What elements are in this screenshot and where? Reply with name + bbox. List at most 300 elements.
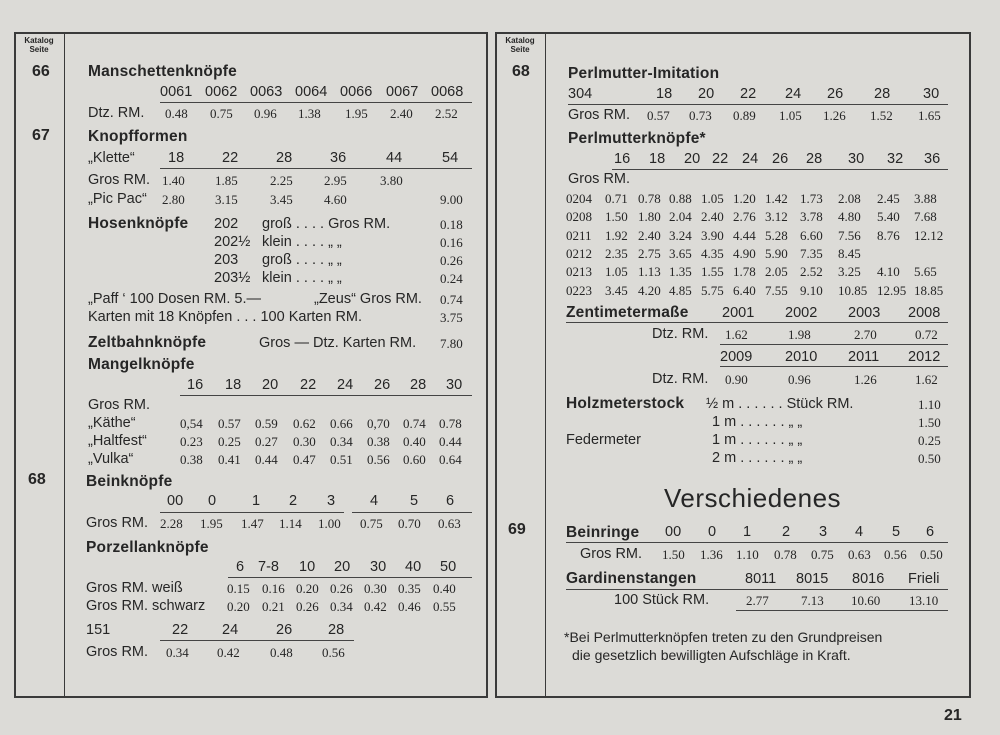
col-header: 36 xyxy=(330,150,347,166)
section-title: Manschettenknöpfe xyxy=(88,63,237,80)
unit-label: Gros RM. xyxy=(88,397,151,413)
price: 0.50 xyxy=(920,547,943,562)
price: 0.74 xyxy=(403,416,426,431)
item-desc: ½ m . . . . . . Stück RM. xyxy=(706,396,854,412)
price: 0.40 xyxy=(403,434,426,449)
col-header: 6 xyxy=(236,559,245,575)
price: 1.47 xyxy=(241,516,264,531)
price: 0.56 xyxy=(322,645,345,660)
price: 0.35 xyxy=(398,581,421,596)
price: 0.24 xyxy=(440,271,463,286)
price: 0.26 xyxy=(330,581,353,596)
col-header: 10 xyxy=(299,559,316,575)
price: 8.45 xyxy=(838,246,861,261)
price: 0,70 xyxy=(367,416,390,431)
price: 0.47 xyxy=(293,452,316,467)
rule xyxy=(160,512,344,513)
col-header: 28 xyxy=(276,150,293,166)
catalog-page-number: 68 xyxy=(28,471,46,488)
col-header: 40 xyxy=(405,559,422,575)
price: 3.88 xyxy=(914,191,937,206)
price: 1.62 xyxy=(915,372,938,387)
price: 0.75 xyxy=(360,516,383,531)
price: 2.40 xyxy=(701,209,724,224)
price: 4.80 xyxy=(838,209,861,224)
row-label: Dtz. RM. xyxy=(652,326,709,342)
col-header: 0063 xyxy=(250,84,283,100)
col-header: 6 xyxy=(926,524,935,540)
price: 5.40 xyxy=(877,209,900,224)
price: 2.08 xyxy=(838,191,861,206)
price: 0.62 xyxy=(293,416,316,431)
price: 1.26 xyxy=(854,372,877,387)
col-header: 5 xyxy=(892,524,901,540)
section-title: Zeltbahnknöpfe xyxy=(88,334,207,351)
price: 0.66 xyxy=(330,416,353,431)
col-header: 18 xyxy=(168,150,185,166)
price: 2.75 xyxy=(638,246,661,261)
col-header: 50 xyxy=(440,559,457,575)
row-label: Gros RM. xyxy=(88,172,151,188)
rule xyxy=(352,512,472,513)
row-label: Gros RM. weiß xyxy=(86,580,183,596)
col-header: 24 xyxy=(337,377,354,393)
row-label: 100 Stück RM. xyxy=(614,592,710,608)
rule xyxy=(160,640,354,641)
price: 1.40 xyxy=(162,173,185,188)
col-header: 2011 xyxy=(848,349,880,365)
katalog-seite-label-right: Katalog Seite xyxy=(505,36,535,54)
col-header: 0064 xyxy=(295,84,328,100)
row-id: 0223 xyxy=(566,283,592,298)
col-header: 44 xyxy=(386,150,403,166)
col-header: 2010 xyxy=(785,349,818,365)
price: 0.41 xyxy=(218,452,241,467)
price: 1.73 xyxy=(800,191,823,206)
rule xyxy=(720,344,948,345)
col-header: 4 xyxy=(370,493,379,509)
right-catalog-divider xyxy=(545,32,546,698)
price: 0.30 xyxy=(293,434,316,449)
price: 1.42 xyxy=(765,191,788,206)
row-label: Gros RM. schwarz xyxy=(86,598,206,614)
price: 1.50 xyxy=(662,547,685,562)
price: 1.52 xyxy=(870,108,893,123)
item-number: 203 xyxy=(214,252,239,268)
col-header: 0062 xyxy=(205,84,238,100)
section-title: Holzmeterstock xyxy=(566,395,685,412)
price: 0.50 xyxy=(918,451,941,466)
col-header: 30 xyxy=(446,377,463,393)
item-desc: 1 m . . . . . . „ „ xyxy=(712,432,803,448)
col-header: 16 xyxy=(187,377,204,393)
price: 3.45 xyxy=(605,283,628,298)
price: 0.16 xyxy=(440,235,463,250)
price: 1.38 xyxy=(298,106,321,121)
price: 1.55 xyxy=(701,264,724,279)
price: 0.25 xyxy=(918,433,941,448)
price: 7.68 xyxy=(914,209,937,224)
price: 0.30 xyxy=(364,581,387,596)
price: 0.90 xyxy=(725,372,748,387)
col-header: 24 xyxy=(742,151,759,167)
item-number: 203½ xyxy=(214,270,251,286)
federmeter-label: Federmeter xyxy=(566,432,641,448)
rule xyxy=(180,395,472,396)
price: 0.15 xyxy=(227,581,250,596)
col-header: 28 xyxy=(874,86,891,102)
row-id: 0208 xyxy=(566,209,592,224)
price: 18.85 xyxy=(914,283,944,298)
price: 6.40 xyxy=(733,283,756,298)
col-header: 3 xyxy=(819,524,828,540)
row-label: „Haltfest“ xyxy=(88,433,147,449)
row-id: 0213 xyxy=(566,264,592,279)
rule xyxy=(228,577,472,578)
col-header: 20 xyxy=(262,377,279,393)
price: 4.10 xyxy=(877,264,900,279)
price: 4.90 xyxy=(733,246,756,261)
col-header: 16 xyxy=(614,151,631,167)
unit-label: Gros RM. xyxy=(568,171,631,187)
section-title: Mangelknöpfe xyxy=(88,356,195,373)
section-heading: Verschiedenes xyxy=(664,483,842,513)
price: 0.34 xyxy=(166,645,189,660)
paff-text: „Paff ‘ 100 Dosen RM. 5.— xyxy=(88,291,262,307)
left-catalog-divider xyxy=(64,32,65,698)
price: 2.40 xyxy=(390,106,413,121)
price: 5.65 xyxy=(914,264,937,279)
price: 2.25 xyxy=(270,173,293,188)
row-label: Gros RM. xyxy=(86,644,149,660)
price: 4.35 xyxy=(701,246,724,261)
price: 1.05 xyxy=(701,191,724,206)
price: 1.26 xyxy=(823,108,846,123)
karten-text: Karten mit 18 Knöpfen . . . 100 Karten RM. xyxy=(88,309,363,325)
catalog-page-number: 68 xyxy=(512,63,530,80)
col-header: 0066 xyxy=(340,84,373,100)
price: 0.75 xyxy=(811,547,834,562)
price: 0.40 xyxy=(433,581,456,596)
price: 1.78 xyxy=(733,264,756,279)
price: 0.57 xyxy=(218,416,241,431)
price: 0.38 xyxy=(367,434,390,449)
price: 0.38 xyxy=(180,452,203,467)
price: 3.78 xyxy=(800,209,823,224)
price: 7.56 xyxy=(838,228,861,243)
rule xyxy=(566,322,948,323)
price: 1.10 xyxy=(736,547,759,562)
col-header: 30 xyxy=(923,86,940,102)
price: 1.92 xyxy=(605,228,628,243)
katalog-seite-label-left: Katalog Seite xyxy=(24,36,54,54)
col-header: 24 xyxy=(222,622,239,638)
price: 1.20 xyxy=(733,191,756,206)
col-header: 22 xyxy=(172,622,189,638)
section-title: Beinknöpfe xyxy=(86,473,173,490)
col-header: 28 xyxy=(806,151,823,167)
row-label: Dtz. RM. xyxy=(88,105,145,121)
col-header: 0067 xyxy=(386,84,419,100)
col-header: 18 xyxy=(225,377,242,393)
col-header: 20 xyxy=(684,151,701,167)
price: 1.14 xyxy=(279,516,302,531)
item-desc: groß . . . . „ „ xyxy=(262,252,342,268)
price: 0.44 xyxy=(439,434,462,449)
col-header: 00 xyxy=(167,493,184,509)
price: 0.73 xyxy=(689,108,712,123)
price: 4.85 xyxy=(669,283,692,298)
col-header: 20 xyxy=(698,86,715,102)
price: 3.25 xyxy=(838,264,861,279)
price: 0.34 xyxy=(330,434,353,449)
price: 0.75 xyxy=(210,106,233,121)
section-title: Perlmutterknöpfe* xyxy=(568,130,706,147)
price: 1.00 xyxy=(318,516,341,531)
price: 2.52 xyxy=(800,264,823,279)
col-header: 24 xyxy=(785,86,802,102)
price: 2.95 xyxy=(324,173,347,188)
price: 0.59 xyxy=(255,416,278,431)
item-number: 202½ xyxy=(214,234,251,250)
price: 1.98 xyxy=(788,327,811,342)
rule xyxy=(160,168,472,169)
price: 0.63 xyxy=(848,547,871,562)
price: 1.05 xyxy=(779,108,802,123)
row-label: Gros RM. xyxy=(86,515,149,531)
col-header: 0068 xyxy=(431,84,464,100)
price: 2.80 xyxy=(162,192,185,207)
price: 4.44 xyxy=(733,228,756,243)
col-header: 18 xyxy=(649,151,666,167)
item-number: 202 xyxy=(214,216,239,232)
price: 0.21 xyxy=(262,599,285,614)
col-header: Frieli xyxy=(908,571,940,587)
price: 1.35 xyxy=(669,264,692,279)
price: 0.71 xyxy=(605,191,628,206)
col-header: 30 xyxy=(370,559,387,575)
price: 0.23 xyxy=(180,434,203,449)
price: 2.04 xyxy=(669,209,692,224)
price: 5.28 xyxy=(765,228,788,243)
price: 0.96 xyxy=(788,372,811,387)
rule xyxy=(612,169,948,170)
section-title: Hosenknöpfe xyxy=(88,215,189,232)
price: 3.45 xyxy=(270,192,293,207)
item-desc: klein . . . . „ „ xyxy=(262,270,342,286)
catalog-page-number: 69 xyxy=(508,521,526,538)
price: 1.80 xyxy=(638,209,661,224)
item-desc: Gros — Dtz. Karten RM. xyxy=(259,335,417,351)
price: 2.05 xyxy=(765,264,788,279)
col-header: 2 xyxy=(782,524,791,540)
price: 0.63 xyxy=(438,516,461,531)
col-header: 22 xyxy=(740,86,757,102)
price: 7.55 xyxy=(765,283,788,298)
price: 1.50 xyxy=(918,415,941,430)
col-header: 3 xyxy=(327,493,336,509)
price: 7.35 xyxy=(800,246,823,261)
col-header: 5 xyxy=(410,493,419,509)
price: 5.75 xyxy=(701,283,724,298)
price: 13.10 xyxy=(909,593,939,608)
price: 0.56 xyxy=(884,547,907,562)
col-header: 6 xyxy=(446,493,455,509)
price: 1.36 xyxy=(700,547,723,562)
col-header: 2008 xyxy=(908,305,941,321)
price: 0.16 xyxy=(262,581,285,596)
price: 3.12 xyxy=(765,209,788,224)
item-desc: 1 m . . . . . . „ „ xyxy=(712,414,803,430)
row-label: „Käthe“ xyxy=(88,415,136,431)
price: 1.10 xyxy=(918,397,941,412)
price: 0.27 xyxy=(255,434,278,449)
section-title: Porzellanknöpfe xyxy=(86,539,209,556)
col-header: 8011 xyxy=(745,571,777,587)
col-header: 28 xyxy=(410,377,427,393)
price: 0.51 xyxy=(330,452,353,467)
price: 2.76 xyxy=(733,209,756,224)
price: 0.42 xyxy=(364,599,387,614)
col-header: 0 xyxy=(708,524,717,540)
section-title: Knopfformen xyxy=(88,128,188,145)
footnote: die gesetzlich bewilligten Aufschläge in Kraft. xyxy=(572,647,851,663)
rule xyxy=(720,366,948,367)
price: 7.13 xyxy=(801,593,824,608)
price: 0.48 xyxy=(165,106,188,121)
price: 0.26 xyxy=(296,599,319,614)
price: 3.65 xyxy=(669,246,692,261)
right-column-frame xyxy=(495,32,971,698)
col-header: 22 xyxy=(712,151,729,167)
col-header: 22 xyxy=(300,377,317,393)
rule xyxy=(566,589,948,590)
price: 2.45 xyxy=(877,191,900,206)
price: 0.56 xyxy=(367,452,390,467)
col-header: 20 xyxy=(334,559,351,575)
price: 5.90 xyxy=(765,246,788,261)
rule xyxy=(160,102,472,103)
row-label: Gros RM. xyxy=(568,107,631,123)
row-id: 0211 xyxy=(566,228,592,243)
price: 1.62 xyxy=(725,327,748,342)
price: 1.50 xyxy=(605,209,628,224)
price: 2.52 xyxy=(435,106,458,121)
col-header: 151 xyxy=(86,622,111,638)
price: 0.78 xyxy=(638,191,661,206)
catalog-page-number: 66 xyxy=(32,63,50,80)
price: 0.25 xyxy=(218,434,241,449)
row-id: 0204 xyxy=(566,191,592,206)
price: 0.72 xyxy=(915,327,938,342)
row-label: „Klette“ xyxy=(88,150,135,166)
col-header: 22 xyxy=(222,150,239,166)
price: 1.65 xyxy=(918,108,941,123)
item-desc: klein . . . . „ „ xyxy=(262,234,342,250)
col-header: 0061 xyxy=(160,84,193,100)
row-id: 0212 xyxy=(566,246,592,261)
row-label: „Pic Pac“ xyxy=(88,191,147,207)
price: 0.20 xyxy=(296,581,319,596)
price: 2.40 xyxy=(638,228,661,243)
price: 1.05 xyxy=(605,264,628,279)
price: 1.95 xyxy=(200,516,223,531)
price: 1.13 xyxy=(638,264,661,279)
price: 0.70 xyxy=(398,516,421,531)
price: 0.34 xyxy=(330,599,353,614)
rule xyxy=(568,104,948,105)
price: 12.95 xyxy=(877,283,907,298)
col-header: 54 xyxy=(442,150,459,166)
price: 0.74 xyxy=(440,292,463,307)
price: 0.88 xyxy=(669,191,692,206)
price: 7.80 xyxy=(440,336,463,351)
price: 9.10 xyxy=(800,283,823,298)
row-label: Dtz. RM. xyxy=(652,371,709,387)
col-header: 2009 xyxy=(720,349,753,365)
price: 3.75 xyxy=(440,310,463,325)
footnote: *Bei Perlmutterknöpfen treten zu den Grundpreisen xyxy=(564,629,883,645)
price: 0.48 xyxy=(270,645,293,660)
price: 3.15 xyxy=(215,192,238,207)
section-title: Gardinenstangen xyxy=(566,570,697,587)
col-header: 8015 xyxy=(796,571,829,587)
price: 3.90 xyxy=(701,228,724,243)
price: 0.57 xyxy=(647,108,670,123)
item-desc: 2 m . . . . . . „ „ xyxy=(712,450,803,466)
price: 0.18 xyxy=(440,217,463,232)
price: 1.85 xyxy=(215,173,238,188)
price: 10.60 xyxy=(851,593,881,608)
price: 0.60 xyxy=(403,452,426,467)
col-header: 26 xyxy=(276,622,293,638)
section-title: Zentimetermaße xyxy=(566,304,689,321)
col-header: 2 xyxy=(289,493,298,509)
col-header: 2003 xyxy=(848,305,881,321)
col-header: 28 xyxy=(328,622,345,638)
rule xyxy=(736,610,948,611)
col-header: 36 xyxy=(924,151,941,167)
row-label: Gros RM. xyxy=(580,546,643,562)
price: 0.96 xyxy=(254,106,277,121)
price: 0.78 xyxy=(439,416,462,431)
price: 0.64 xyxy=(439,452,462,467)
price: 2.70 xyxy=(854,327,877,342)
price: 0.26 xyxy=(440,253,463,268)
col-header: 00 xyxy=(665,524,682,540)
price: 0.42 xyxy=(217,645,240,660)
row-label: „Vulka“ xyxy=(88,451,134,467)
price: 0.78 xyxy=(774,547,797,562)
col-header: 1 xyxy=(743,524,752,540)
catalog-page-number: 67 xyxy=(32,127,50,144)
price: 0.20 xyxy=(227,599,250,614)
item-desc: groß . . . . Gros RM. xyxy=(262,216,391,232)
price: 0.46 xyxy=(398,599,421,614)
col-header: 4 xyxy=(855,524,864,540)
col-header: 30 xyxy=(848,151,865,167)
price: 0.44 xyxy=(255,452,278,467)
col-header: 18 xyxy=(656,86,673,102)
col-header: 8016 xyxy=(852,571,885,587)
col-header: 1 xyxy=(252,493,261,509)
col-header: 32 xyxy=(887,151,904,167)
page-number: 21 xyxy=(944,707,962,724)
col-header: 2012 xyxy=(908,349,941,365)
price: 0.55 xyxy=(433,599,456,614)
price: 9.00 xyxy=(440,192,463,207)
price: 8.76 xyxy=(877,228,900,243)
